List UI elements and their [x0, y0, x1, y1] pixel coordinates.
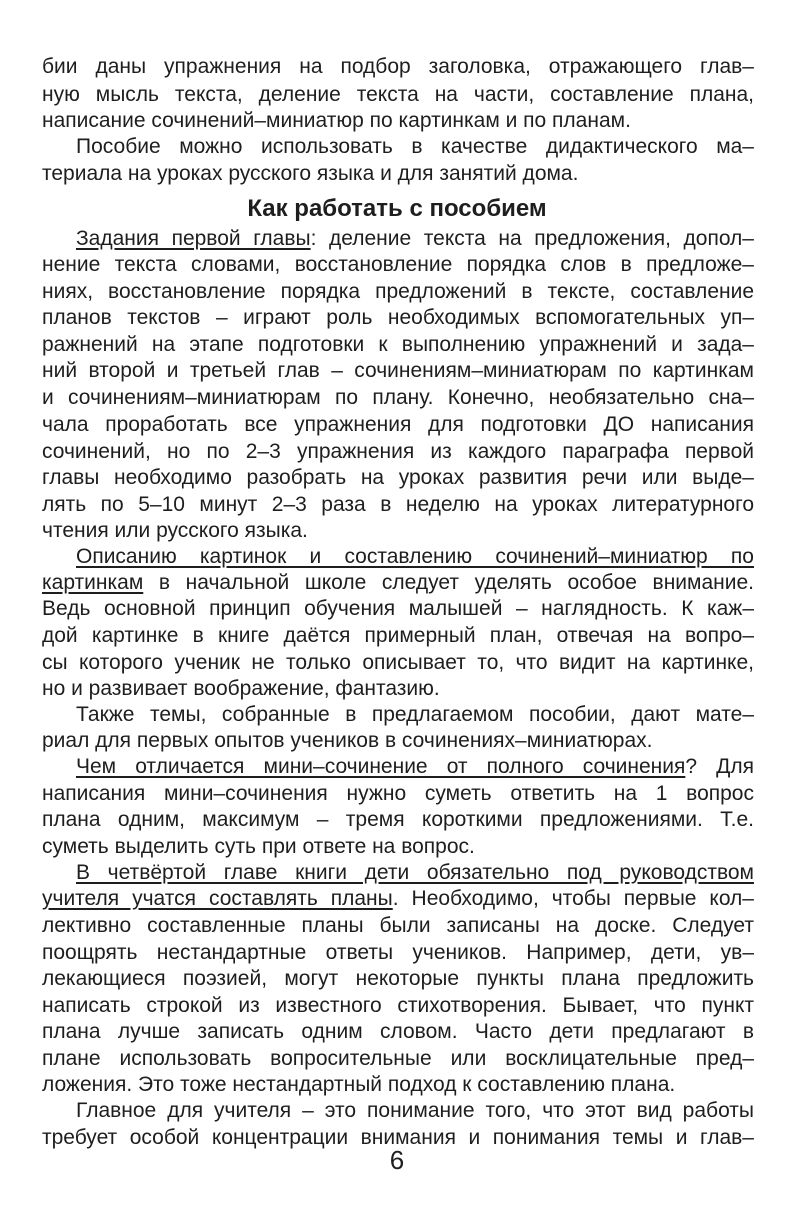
underlined-phrase: картинкам: [42, 571, 144, 594]
text-line: ложения. Это тоже нестандартный подход к составлению плана.: [42, 1073, 676, 1096]
text-line: но и развивает воображение, фантазию.: [42, 677, 440, 700]
text-line: плане использовать вопросительные или восклицательные пред–: [42, 1047, 754, 1070]
text-line: сы которого ученик не только описывает то, что видит на картинке,: [42, 651, 754, 674]
text-line: поощрять нестандартные ответы учеников. Например, дети, ув–: [42, 941, 754, 964]
text-line: дой картинке в книге даётся примерный план, отвечая на вопро–: [42, 624, 754, 647]
text-line: учителя учатся составлять планы. Необходимо, чтобы первые кол–: [42, 887, 754, 910]
text-line: Также темы, собранные в предлагаемом пособии, дают мате–: [76, 703, 754, 726]
text-line: планов текстов – играют роль необходимых вспомогательных уп–: [42, 306, 754, 329]
text-line: бии даны упражнения на подбор заголовка, отражающего глав–: [42, 55, 754, 78]
text-line: плана лучше записать одним словом. Часто дети предлагают в: [42, 1020, 754, 1043]
text-line: суметь выделить суть при ответе на вопрос.: [42, 835, 475, 858]
underlined-phrase: учителя учатся составлять планы: [42, 887, 393, 910]
text-line: лять по 5–10 минут 2–3 раза в неделю на уроках литературного: [42, 493, 754, 516]
underlined-phrase: В четвёртой главе книги дети обязательно под руководством: [76, 861, 754, 884]
text-line: и сочинениям–миниатюрам по плану. Конечно, необязательно сна–: [42, 386, 754, 409]
text-line: написать строкой из известного стихотворения. Бывает, что пункт: [42, 994, 754, 1017]
text-line: Задания первой главы: деление текста на предложения, допол–: [76, 227, 754, 250]
text-line: чала проработать все упражнения для подготовки ДО написания: [42, 413, 754, 436]
text-line: ний второй и третьей глав – сочинениям–миниатюрам по картинкам: [42, 359, 754, 382]
text-line: написания мини–сочинения нужно суметь ответить на 1 вопрос: [42, 782, 754, 805]
text-line: нение текста словами, восстановление порядка слов в предложе–: [42, 253, 754, 276]
underlined-phrase: Описанию картинок и составлению сочинений–миниатюр по: [76, 545, 754, 568]
text-line: главы необходимо разобрать на уроках развития речи или выде–: [42, 466, 754, 489]
text-line: ниях, восстановление порядка предложений в тексте, составление: [42, 280, 754, 303]
text-line: риал для первых опытов учеников в сочинениях–миниатюрах.: [42, 729, 653, 752]
underlined-phrase: Чем отличается мини–сочинение от полного сочинения: [76, 755, 686, 778]
text-line: чтения или русского языка.: [42, 519, 308, 542]
text-line: написание сочинений–миниатюр по картинкам и по планам.: [42, 109, 631, 132]
text-line: Главное для учителя – это понимание того, что этот вид работы: [76, 1099, 754, 1122]
text-line: териала на уроках русского языка и для занятий дома.: [42, 162, 579, 185]
text-line: картинкам в начальной школе следует уделять особое внимание.: [42, 571, 754, 594]
text-line: ражнений на этапе подготовки к выполнению упражнений и зада–: [42, 333, 754, 356]
text-line: требует особой концентрации внимания и понимания темы и глав–: [42, 1126, 754, 1149]
text-line: лективно составленные планы были записаны на доске. Следует: [42, 914, 754, 937]
text-line: сочинений, но по 2–3 упражнения из каждого параграфа первой: [42, 440, 754, 463]
underlined-phrase: Задания первой главы: [76, 227, 311, 250]
text-line: Пособие можно использовать в качестве дидактического ма–: [76, 135, 754, 158]
section-heading: Как работать с пособием: [247, 195, 547, 222]
text-line: Ведь основной принцип обучения малышей – наглядность. К каж–: [42, 597, 754, 620]
text-line: плана одним, максимум – тремя короткими предложениями. Т.е.: [42, 808, 754, 831]
page-number: 6: [389, 1145, 405, 1175]
text-line: ную мысль текста, деление текста на части, составление плана,: [42, 83, 754, 106]
text-line: Чем отличается мини–сочинение от полного сочинения? Для: [76, 755, 754, 778]
text-line: лекающиеся поэзией, могут некоторые пункты плана предложить: [42, 967, 754, 990]
